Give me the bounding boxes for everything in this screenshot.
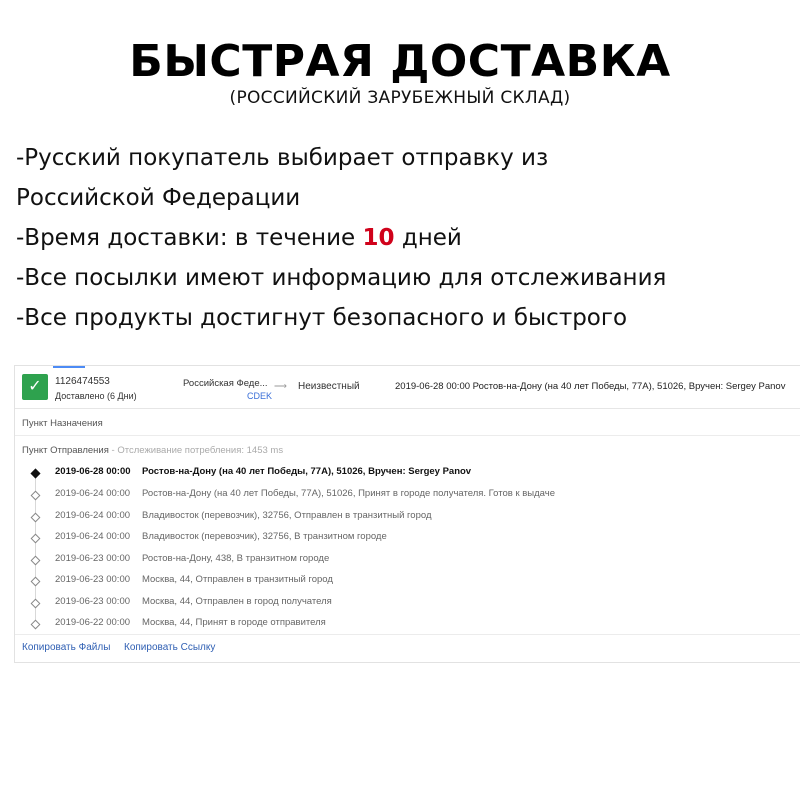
event-date: 2019-06-24 00:00	[55, 488, 131, 499]
destination-country: Неизвестный	[298, 381, 360, 392]
feature-line-origin-cont: Российской Федерации	[16, 185, 301, 211]
diamond-icon	[31, 599, 41, 609]
event-date: 2019-06-24 00:00	[55, 510, 131, 521]
event-desc: Владивосток (перевозчик), 32756, Отправлен в транзитный город	[142, 510, 432, 521]
event-desc: Ростов-на-Дону, 438, В транзитном городе	[142, 553, 330, 564]
origin-country: Российская Феде...	[183, 378, 268, 389]
diamond-icon	[31, 556, 41, 566]
carrier-link[interactable]: CDEK	[247, 391, 273, 401]
event-date: 2019-06-22 00:00	[55, 617, 131, 628]
delivery-time-unit: дней	[394, 225, 462, 251]
arrow-right-icon: ⟶	[274, 381, 287, 391]
event-desc: Владивосток (перевозчик), 32756, В транзитном городе	[142, 531, 387, 542]
event-desc: Ростов-на-Дону (на 40 лет Победы, 77А), 51026, Вручен: Sergey Panov	[142, 466, 472, 477]
check-icon: ✓	[22, 374, 48, 400]
diamond-icon	[31, 491, 41, 501]
delivery-status: Доставлено (6 Дни)	[55, 391, 137, 401]
copy-files-button[interactable]: Копировать Файлы	[22, 642, 111, 653]
latest-event: 2019-06-28 00:00 Ростов-на-Дону (на 40 лет Победы, 77А), 51026, Вручен: Sergey Panov	[395, 381, 786, 392]
diamond-icon	[31, 620, 41, 630]
feature-line-delivery-time	[16, 218, 796, 258]
copy-link-button[interactable]: Копировать Ссылку	[124, 642, 216, 653]
event-date: 2019-06-24 00:00	[55, 531, 131, 542]
diamond-icon	[31, 534, 41, 544]
tracking-panel	[14, 365, 800, 663]
feature-line-safety: -Все продукты достигнут безопасного и быстрого	[16, 305, 628, 331]
diamond-icon	[31, 513, 41, 523]
event-date: 2019-06-23 00:00	[55, 574, 131, 585]
event-desc: Москва, 44, Отправлен в транзитный город	[142, 574, 333, 585]
event-desc: Москва, 44, Принят в городе отправителя	[142, 617, 326, 628]
event-date: 2019-06-23 00:00	[55, 553, 131, 564]
active-row-indicator	[53, 366, 85, 368]
tracking-summary-row[interactable]	[15, 366, 800, 409]
divider	[15, 634, 800, 635]
origin-section-label	[22, 445, 283, 456]
event-date: 2019-06-28 00:00	[55, 466, 131, 477]
origin-note: - Отслеживание потребления: 1453 ms	[111, 445, 284, 456]
divider	[15, 435, 800, 436]
page-title: БЫСТРАЯ ДОСТАВКА	[129, 36, 671, 87]
feature-line-origin: -Русский покупатель выбирает отправку из	[16, 145, 549, 171]
diamond-icon	[31, 469, 41, 479]
tracking-number[interactable]: 1126474553	[55, 376, 110, 387]
feature-list	[16, 138, 796, 338]
diamond-icon	[31, 577, 41, 587]
feature-line-tracking: -Все посылки имеют информацию для отслеживания	[16, 265, 667, 291]
delivery-time-text: -Время доставки: в течение	[16, 225, 363, 251]
event-desc: Ростов-на-Дону (на 40 лет Победы, 77А), 51026, Принят в городе получателя. Готов к выдаче	[142, 488, 555, 499]
origin-label-text: Пункт Отправления	[22, 445, 109, 456]
page-subtitle: (РОССИЙСКИЙ ЗАРУБЕЖНЫЙ СКЛАД)	[229, 88, 571, 108]
event-date: 2019-06-23 00:00	[55, 596, 131, 607]
event-desc: Москва, 44, Отправлен в город получателя	[142, 596, 332, 607]
delivery-days-highlight: 10	[362, 225, 395, 251]
destination-section-label: Пункт Назначения	[22, 418, 103, 429]
